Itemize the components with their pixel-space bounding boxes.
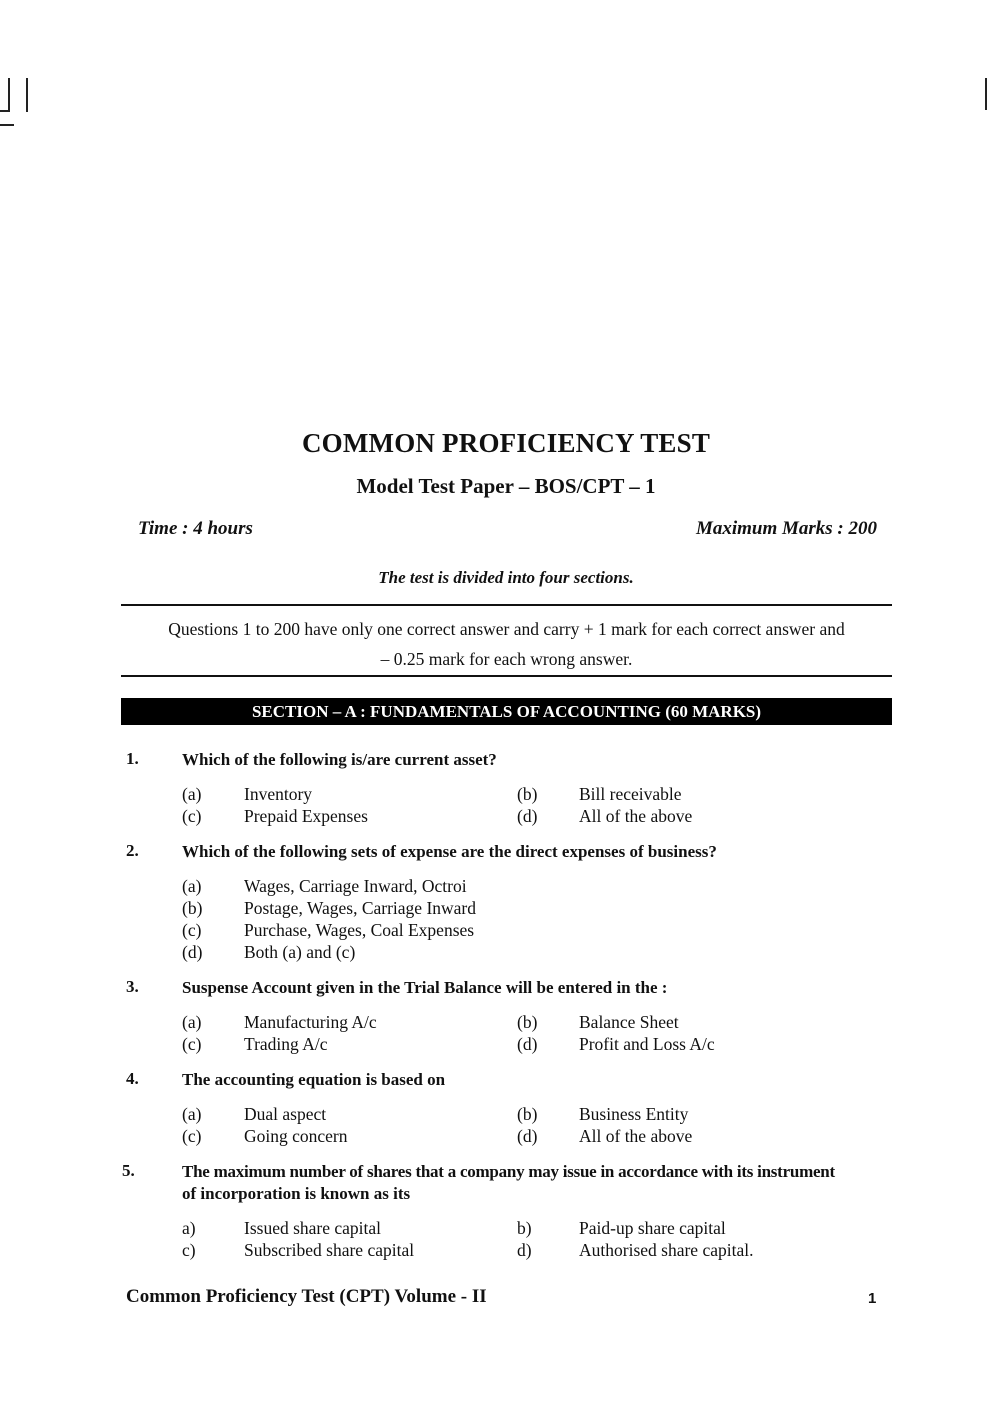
option-label: d) bbox=[517, 1240, 532, 1260]
page-subtitle: Model Test Paper – BOS/CPT – 1 bbox=[356, 474, 656, 498]
question-text-line-2: of incorporation is known as its bbox=[182, 1184, 411, 1203]
crop-mark bbox=[985, 78, 987, 110]
option-label: (d) bbox=[517, 1034, 538, 1054]
option-label: (d) bbox=[182, 942, 203, 962]
option-label: a) bbox=[182, 1218, 196, 1238]
option-label: (c) bbox=[182, 806, 202, 826]
option-label: (c) bbox=[182, 1126, 202, 1146]
question-number: 5. bbox=[122, 1161, 135, 1180]
option-text: Balance Sheet bbox=[579, 1012, 679, 1032]
option-label: (a) bbox=[182, 1012, 202, 1032]
option-label: (c) bbox=[182, 1034, 202, 1054]
option-text: Inventory bbox=[244, 784, 313, 804]
option-text: Manufacturing A/c bbox=[244, 1012, 377, 1032]
option-text: Bill receivable bbox=[579, 784, 682, 804]
option-label: (a) bbox=[182, 876, 202, 896]
option-label: (a) bbox=[182, 1104, 202, 1124]
option-label: c) bbox=[182, 1240, 196, 1260]
option-text: Trading A/c bbox=[244, 1034, 328, 1054]
option-text: Subscribed share capital bbox=[244, 1240, 415, 1260]
option-text: Purchase, Wages, Coal Expenses bbox=[244, 920, 475, 940]
instructions bbox=[121, 614, 892, 674]
option-text: Issued share capital bbox=[244, 1218, 382, 1238]
option-text: Prepaid Expenses bbox=[244, 806, 368, 826]
option-text: Wages, Carriage Inward, Octroi bbox=[244, 876, 467, 896]
footer-title: Common Proficiency Test (CPT) Volume - II bbox=[126, 1286, 487, 1307]
section-banner: SECTION – A : FUNDAMENTALS OF ACCOUNTING (60 MARKS) bbox=[121, 698, 892, 725]
option-text: Postage, Wages, Carriage Inward bbox=[244, 898, 477, 918]
question-text: The accounting equation is based on bbox=[182, 1070, 446, 1089]
option-label: (b) bbox=[182, 898, 203, 918]
option-label: (b) bbox=[517, 1104, 538, 1124]
time-label: Time : 4 hours bbox=[138, 518, 253, 539]
crop-mark bbox=[0, 110, 10, 112]
option-text: Authorised share capital. bbox=[579, 1240, 754, 1260]
question-text: Suspense Account given in the Trial Balance will be entered in the : bbox=[182, 978, 668, 997]
question-number: 3. bbox=[126, 977, 139, 996]
option-text: Dual aspect bbox=[244, 1104, 327, 1124]
option-text: Paid-up share capital bbox=[579, 1218, 726, 1238]
option-text: Business Entity bbox=[579, 1104, 689, 1124]
option-label: (c) bbox=[182, 920, 202, 940]
instruction-line-1: Questions 1 to 200 have only one correct answer and carry + 1 mark for each correct answer and bbox=[168, 619, 845, 639]
option-label: (b) bbox=[517, 1012, 538, 1032]
question-number: 4. bbox=[126, 1069, 139, 1088]
divider bbox=[121, 604, 892, 606]
crop-mark bbox=[0, 124, 14, 126]
question-text-line-1: The maximum number of shares that a company may issue in accordance with its instrument bbox=[182, 1162, 835, 1181]
option-text: All of the above bbox=[579, 806, 693, 826]
option-text: Both (a) and (c) bbox=[244, 942, 356, 962]
option-text: All of the above bbox=[579, 1126, 693, 1146]
question-text: Which of the following is/are current asset? bbox=[182, 750, 497, 769]
page-number: 1 bbox=[868, 1290, 877, 1307]
question-text: Which of the following sets of expense are the direct expenses of business? bbox=[182, 842, 717, 861]
option-label: (b) bbox=[517, 784, 538, 804]
instruction-line-2: – 0.25 mark for each wrong answer. bbox=[380, 649, 633, 669]
option-label: (d) bbox=[517, 1126, 538, 1146]
crop-mark bbox=[26, 78, 28, 112]
option-label: (a) bbox=[182, 784, 202, 804]
option-label: (d) bbox=[517, 806, 538, 826]
divider bbox=[121, 675, 892, 677]
max-marks-label: Maximum Marks : 200 bbox=[695, 518, 877, 539]
option-label: b) bbox=[517, 1218, 532, 1238]
question-number: 1. bbox=[126, 749, 139, 768]
question-number: 2. bbox=[126, 841, 139, 860]
sections-note: The test is divided into four sections. bbox=[378, 568, 634, 587]
page-title: COMMON PROFICIENCY TEST bbox=[301, 428, 711, 458]
option-text: Profit and Loss A/c bbox=[579, 1034, 715, 1054]
crop-mark bbox=[8, 78, 10, 112]
option-text: Going concern bbox=[244, 1126, 348, 1146]
